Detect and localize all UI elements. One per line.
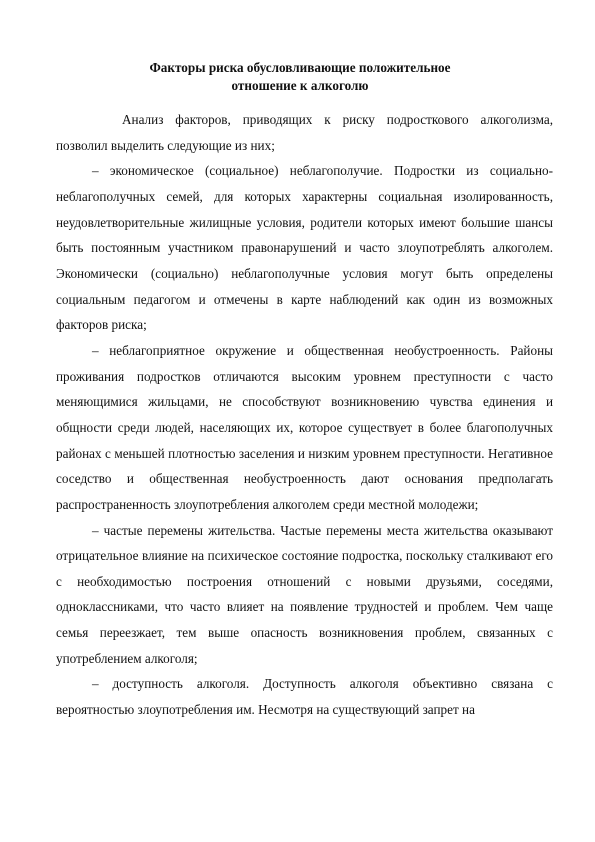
intro-paragraph: Анализ факторов, приводящих к риску подросткового алкоголизма, позволил выделить следующие из них; bbox=[56, 112, 553, 153]
factor-paragraph-economic: – экономическое (социальное) неблагополучие. Подростки из социально-неблагополучных семей, для которых характерны социальная изолированность, неудовлетворительные жилищные условия, родители которых имеют большие шансы быть постоянным участником правонарушений и часто злоупотреблять алкоголем. Экономически (социально) неблагополучные условия могут быть определены социальным педагогом и отмечены в карте наблюдений как один из возможных факторов риска; bbox=[56, 163, 553, 333]
factor-paragraph-relocation: – частые перемены жительства. Частые перемены места жительства оказывают отрицательное влияние на психическое состояние подростка, поскольку сталкивают его с необходимостью построения отношений с новыми друзьями, соседями, одноклассниками, что часто влияет на появление трудностей и проблем. Чем чаще семья переезжает, тем выше опасность возникновения проблем, связанных с употреблением алкоголя; bbox=[56, 522, 553, 666]
factor-paragraph-availability: – доступность алкоголя. Доступность алкоголя объективно связана с вероятностью злоупотребления им. Несмотря на существующий запрет на bbox=[56, 676, 553, 718]
document-body bbox=[56, 107, 553, 723]
document-title-line-1: Факторы риска обусловливающие положительное bbox=[149, 60, 451, 75]
factor-paragraph-environment: – неблагоприятное окружение и общественная необустроенность. Районы проживания подростков отличаются высоким уровнем преступности с часто меняющимися жильцами, не способствуют возникновению чувства единения и общности среди людей, населяющих их, которое существует в более благополучных районах с меньшей плотностью заселения и низким уровнем преступности. Негативное соседство и общественная необустроенность дают основания предполагать распространенность злоупотребления алкоголем среди местной молодежи; bbox=[56, 342, 553, 512]
document-title-line-2: отношение к алкоголю bbox=[231, 78, 369, 93]
